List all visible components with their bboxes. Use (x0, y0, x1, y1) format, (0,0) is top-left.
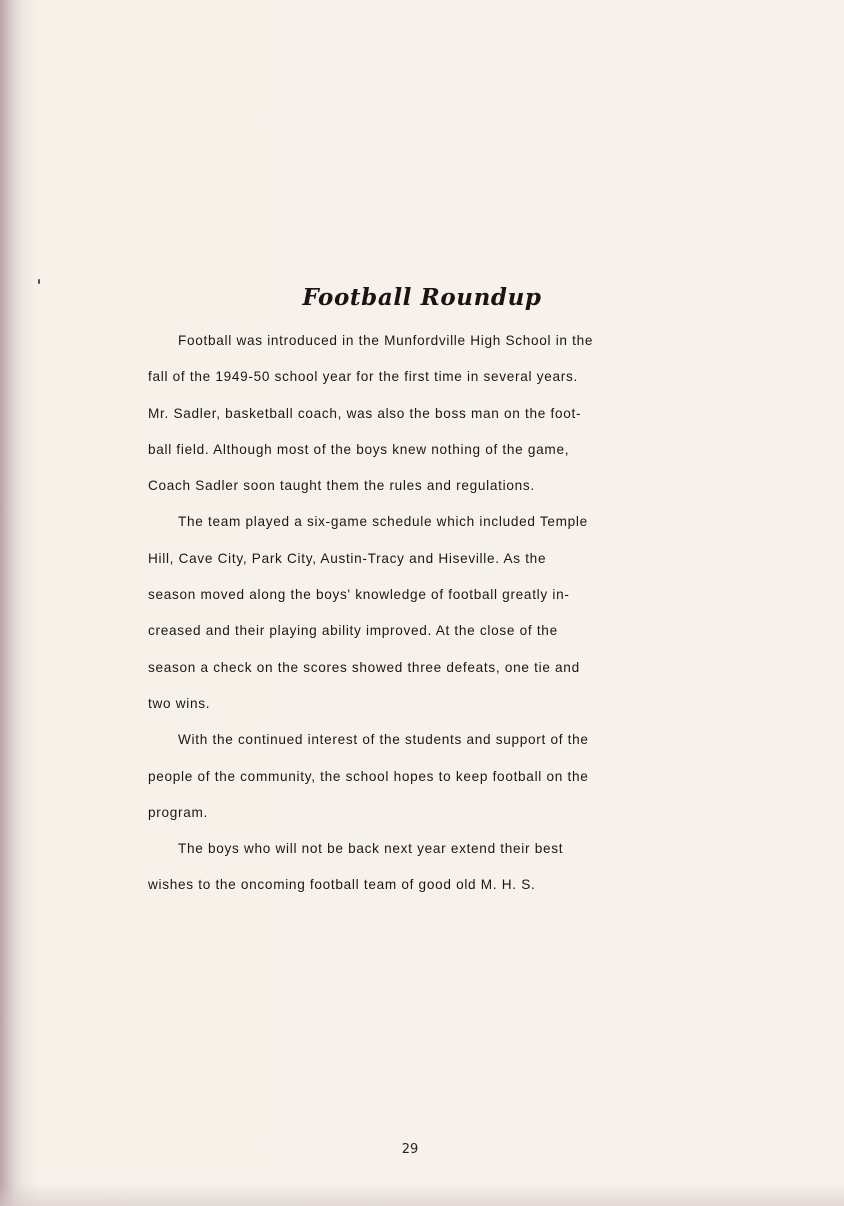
text-line: fall of the 1949-50 school year for the first time in several years. (148, 369, 578, 385)
text-line: people of the community, the school hopes to keep football on the (148, 768, 589, 784)
text-line: The team played a six-game schedule which included Temple (178, 514, 588, 530)
article-body (148, 323, 692, 904)
text-line: ball field. Although most of the boys knew nothing of the game, (148, 441, 570, 457)
text-line: Hill, Cave City, Park City, Austin-Tracy and Hiseville. As the (148, 550, 547, 566)
text-line: wishes to the oncoming football team of good old M. H. S. (148, 877, 536, 893)
text-line: The boys who will not be back next year extend their best (178, 841, 564, 857)
text-line: creased and their playing ability improved. At the close of the (148, 623, 558, 639)
text-line: Football was introduced in the Munfordville High School in the (178, 333, 594, 348)
paragraph-3 (148, 722, 692, 831)
paragraph-2 (148, 504, 692, 722)
text-line: Mr. Sadler, basketball coach, was also the boss man on the foot- (148, 405, 582, 421)
page-title: Football Roundup (302, 284, 542, 311)
paragraph-4 (148, 831, 692, 904)
text-line: two wins. (148, 695, 211, 711)
text-line: Coach Sadler soon taught them the rules and regulations. (148, 478, 535, 494)
page-number: 29 (401, 1142, 419, 1157)
text-line: program. (148, 804, 208, 820)
text-line: With the continued interest of the students and support of the (178, 732, 589, 748)
text-line: season a check on the scores showed three defeats, one tie and (148, 659, 580, 675)
paragraph-1 (148, 323, 692, 504)
text-line: season moved along the boys' knowledge of football greatly in- (148, 587, 570, 603)
